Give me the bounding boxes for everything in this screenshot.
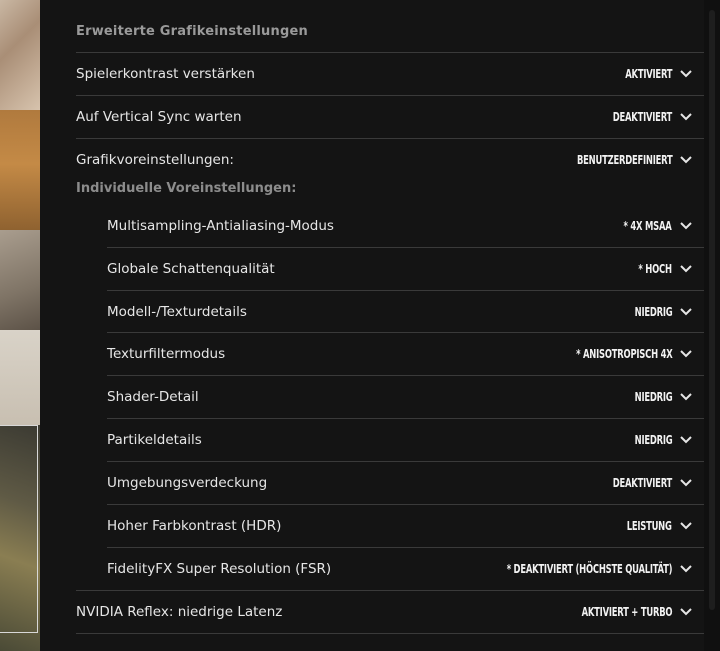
setting-vsync[interactable] (76, 96, 704, 138)
individual-presets-title: Individuelle Voreinstellungen: (76, 181, 297, 196)
chevron-down-icon (680, 156, 692, 164)
chevron-down-icon (680, 565, 692, 573)
setting-fsr[interactable] (107, 548, 704, 590)
scrollbar-thumb[interactable] (709, 10, 715, 610)
dropdown-value: NIEDRIG (634, 305, 672, 319)
dropdown[interactable] (624, 419, 692, 461)
setting-label: Shader-Detail (107, 389, 199, 405)
chevron-down-icon (680, 222, 692, 230)
setting-player-contrast[interactable] (76, 53, 704, 95)
chevron-down-icon (680, 479, 692, 487)
setting-texture-detail[interactable] (107, 291, 704, 333)
setting-label: Modell-/Texturdetails (107, 304, 247, 320)
chevron-down-icon (680, 308, 692, 316)
dropdown-value: DEAKTIVIERT (612, 476, 672, 490)
dropdown-value: BENUTZERDEFINIERT (576, 153, 672, 167)
setting-hdr[interactable] (107, 505, 704, 547)
setting-label: Globale Schattenqualität (107, 261, 275, 277)
dropdown[interactable] (610, 205, 692, 247)
dropdown-value: * 4X MSAA (624, 219, 672, 233)
chevron-down-icon (680, 393, 692, 401)
setting-nvidia-reflex[interactable] (76, 591, 704, 633)
setting-label: Multisampling-Antialiasing-Modus (107, 218, 334, 234)
setting-label: FidelityFX Super Resolution (FSR) (107, 561, 332, 577)
setting-particle-detail[interactable] (107, 419, 704, 461)
dropdown[interactable] (596, 462, 692, 504)
section-title: Erweiterte Grafikeinstellungen (76, 24, 308, 39)
dropdown[interactable] (629, 248, 692, 290)
chevron-down-icon (680, 70, 692, 78)
advanced-video-settings-panel (40, 0, 704, 651)
setting-ambient-occlusion[interactable] (107, 462, 704, 504)
setting-label: Auf Vertical Sync warten (76, 109, 242, 125)
dropdown[interactable] (624, 291, 692, 333)
setting-label: Texturfiltermodus (107, 346, 226, 362)
setting-msaa[interactable] (107, 205, 704, 247)
scrollbar[interactable] (704, 0, 720, 651)
dropdown-value: DEAKTIVIERT (612, 110, 672, 124)
setting-shader-detail[interactable] (107, 376, 704, 418)
chevron-down-icon (680, 265, 692, 273)
setting-label: Grafikvoreinstellungen: (76, 152, 234, 168)
dropdown-value: * ANISOTROPISCH 4X (575, 347, 672, 361)
dropdown[interactable] (550, 139, 693, 181)
dropdown[interactable] (596, 96, 692, 138)
setting-graphics-preset[interactable] (76, 139, 704, 181)
chevron-down-icon (680, 436, 692, 444)
dropdown-value: * DEAKTIVIERT (HÖCHSTE QUALITÄT) (506, 562, 672, 576)
chevron-down-icon (680, 608, 692, 616)
dropdown[interactable] (556, 591, 692, 633)
dropdown-value: LEISTUNG (627, 519, 672, 533)
dropdown-value: AKTIVIERT + TURBO (581, 605, 672, 619)
dropdown-value: NIEDRIG (634, 390, 672, 404)
dropdown-value: NIEDRIG (634, 433, 672, 447)
dropdown-value: * HOCH (638, 262, 672, 276)
chevron-down-icon (680, 350, 692, 358)
setting-texture-filter[interactable] (107, 333, 704, 375)
chevron-down-icon (680, 522, 692, 530)
dropdown[interactable] (612, 53, 692, 95)
setting-label: Partikeldetails (107, 432, 202, 448)
setting-label: Spielerkontrast verstärken (76, 66, 255, 82)
chevron-down-icon (680, 113, 692, 121)
dropdown[interactable] (614, 505, 692, 547)
dropdown-value: AKTIVIERT (624, 67, 672, 81)
setting-shadow-quality[interactable] (107, 248, 704, 290)
divider (76, 633, 704, 634)
setting-label: Hoher Farbkontrast (HDR) (107, 518, 282, 534)
dropdown[interactable] (624, 376, 692, 418)
dropdown[interactable] (549, 333, 692, 375)
setting-label: NVIDIA Reflex: niedrige Latenz (76, 604, 283, 620)
game-preview-image (0, 0, 40, 651)
dropdown[interactable] (460, 548, 692, 590)
setting-label: Umgebungsverdeckung (107, 475, 268, 491)
